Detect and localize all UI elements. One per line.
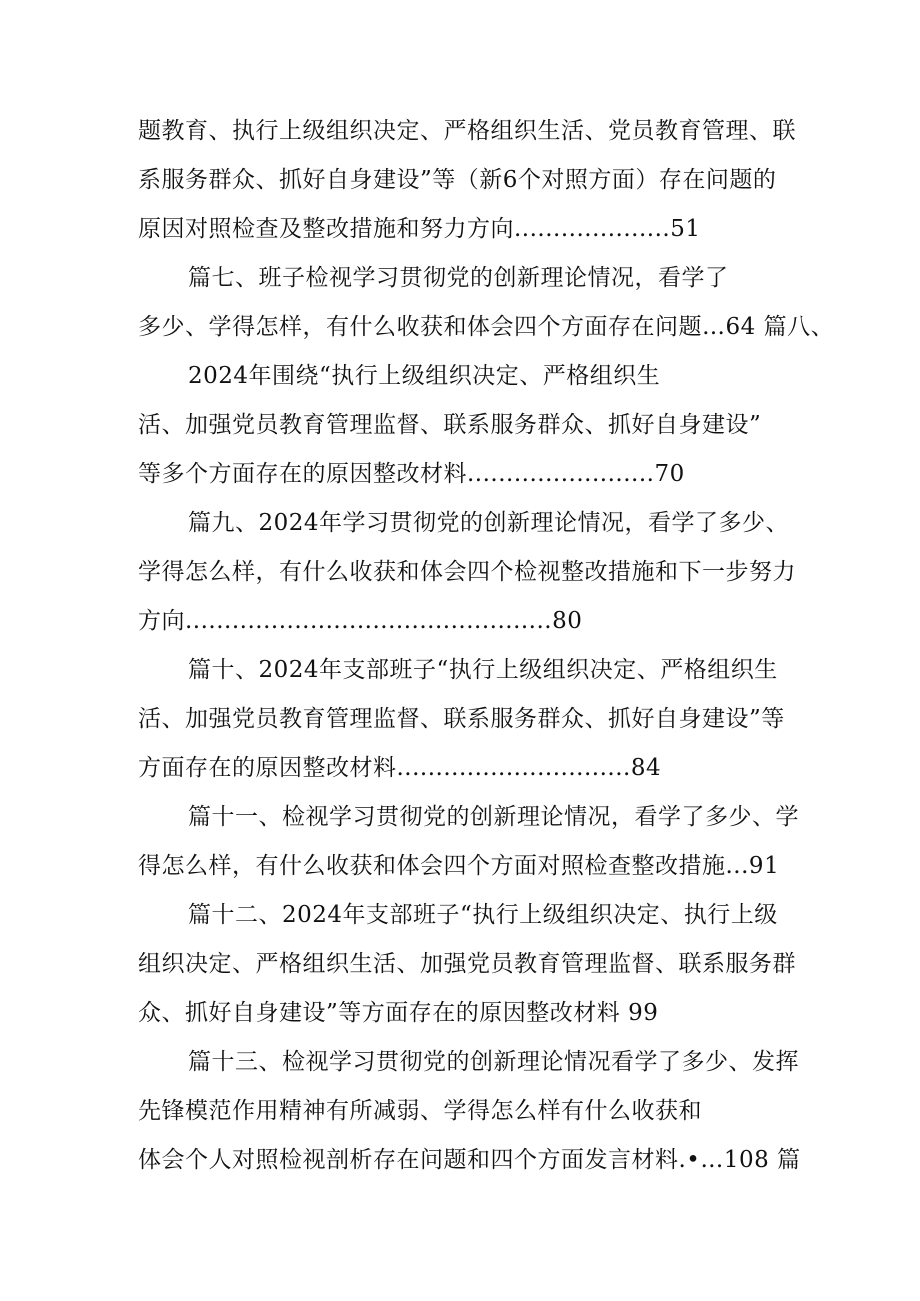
toc-line-4: 篇七、班子检视学习贯彻党的创新理论情况，看学了 <box>188 265 729 291</box>
toc-line-10: 学得怎么样，有什么收获和体会四个检视整改措施和下一步努力 <box>138 559 796 585</box>
toc-line-6: 2024年围绕“执行上级组织决定、严格组织生 <box>188 363 661 389</box>
toc-line-12: 篇十、2024年支部班子“执行上级组织决定、严格组织生 <box>188 657 778 683</box>
toc-line-18: 组织决定、严格组织生活、加强党员教育管理监督、联系服务群 <box>138 951 796 977</box>
toc-line-16: 得怎么样，有什么收获和体会四个方面对照检查整改措施...91 <box>138 853 780 879</box>
toc-line-17: 篇十二、2024年支部班子“执行上级组织决定、执行上级 <box>188 902 778 928</box>
toc-line-15: 篇十一、检视学习贯彻党的创新理论情况，看学了多少、学 <box>188 804 799 830</box>
toc-line-19: 众、抓好自身建设”等方面存在的原因整改材料 99 <box>138 1000 659 1026</box>
toc-line-5: 多少、学得怎样，有什么收获和体会四个方面存在问题…64 篇八、 <box>138 314 835 340</box>
toc-line-9: 篇九、2024年学习贯彻党的创新理论情况，看学了多少、 <box>188 510 790 536</box>
toc-line-1: 题教育、执行上级组织决定、严格组织生活、党员教育管理、联 <box>138 118 796 144</box>
toc-line-3: 原因对照检查及整改措施和努力方向....................51 <box>138 216 701 242</box>
toc-line-14: 方面存在的原因整改材料..............................84 <box>138 755 662 781</box>
toc-line-13: 活、加强党员教育管理监督、联系服务群众、抓好自身建设”等 <box>138 706 785 732</box>
toc-line-7: 活、加强党员教育管理监督、联系服务群众、抓好自身建设” <box>138 412 762 438</box>
toc-line-21: 先锋模范作用精神有所减弱、学得怎么样有什么收获和 <box>138 1098 702 1124</box>
toc-line-20: 篇十三、检视学习贯彻党的创新理论情况看学了多少、发挥 <box>188 1049 799 1075</box>
toc-line-22: 体会个人对照检视剖析存在问题和四个方面发言材料.•…108 篇 <box>138 1147 801 1173</box>
toc-line-2: 系服务群众、抓好自身建设”等（新6个对照方面）存在问题的 <box>138 167 777 193</box>
toc-line-11: 方向...............................................80 <box>138 608 583 634</box>
toc-line-8: 等多个方面存在的原因整改材料........................70 <box>138 461 685 487</box>
